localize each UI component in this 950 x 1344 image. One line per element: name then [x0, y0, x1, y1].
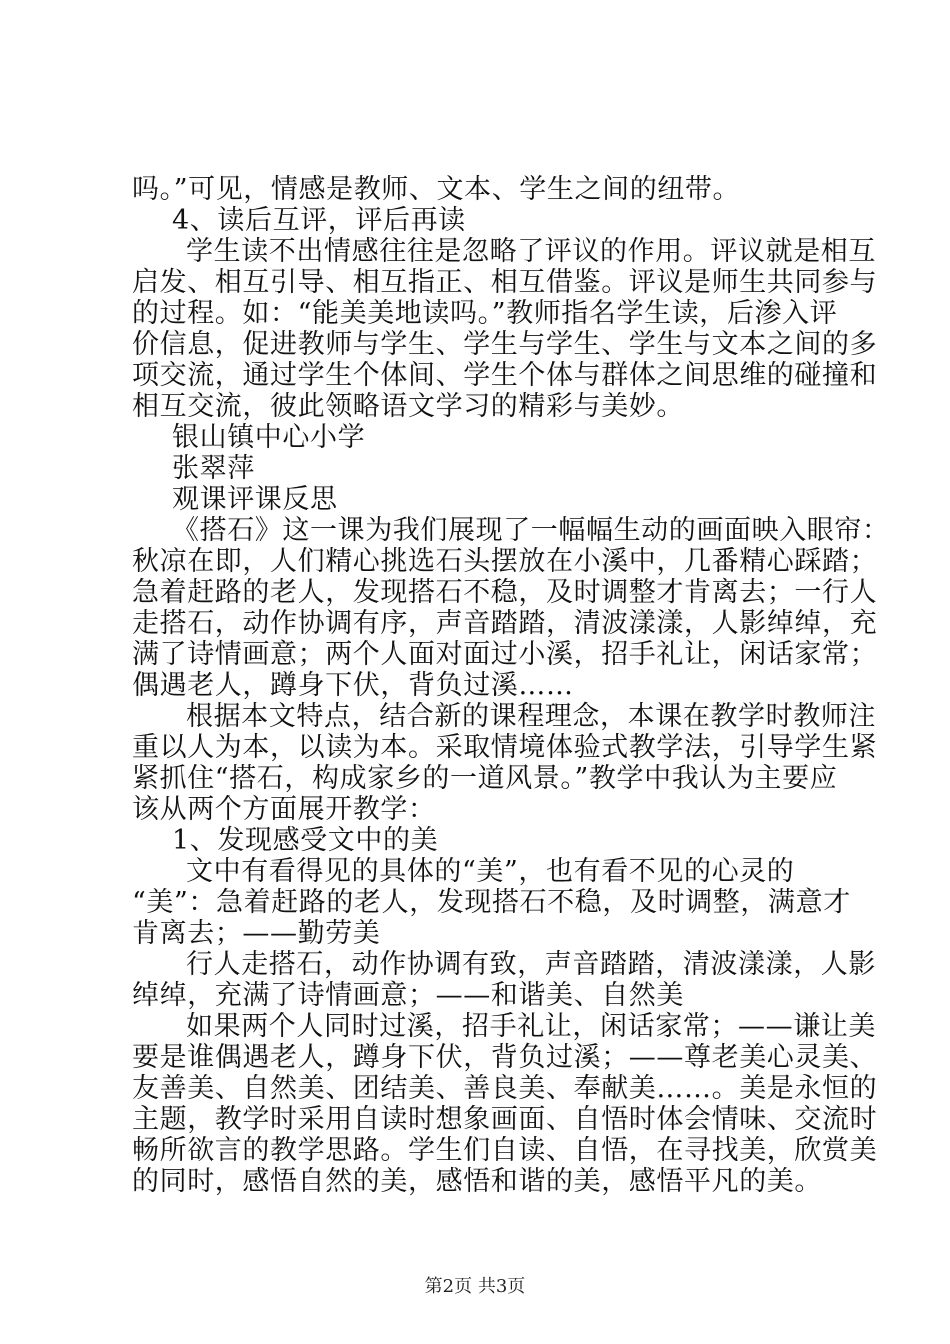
paragraph-start: 学生读不出情感往往是忽略了评议的作用。评议就是相互 [186, 236, 876, 267]
text-line: 吗。”可见，情感是教师、文本、学生之间的纽带。 [132, 174, 741, 205]
page-footer [0, 1272, 950, 1298]
text-line: 相互交流，彼此领略语文学习的精彩与美妙。 [132, 391, 684, 422]
text-line: 绰绰，充满了诗情画意；——和谐美、自然美 [132, 980, 684, 1011]
text-line: 该从两个方面展开教学： [132, 794, 436, 825]
text-line: 的同时，感悟自然的美，感悟和谐的美，感悟平凡的美。 [132, 1166, 822, 1197]
paragraph-start: 根据本文特点，结合新的课程理念，本课在教学时教师注 [186, 701, 876, 732]
document-body [132, 174, 890, 1197]
text-line: 走搭石，动作协调有序，声音踏踏，清波漾漾，人影绰绰，充 [132, 608, 878, 639]
text-line: 满了诗情画意；两个人面对面过小溪，招手礼让，闲话家常； [132, 639, 878, 670]
text-line: 畅所欲言的教学思路。学生们自读、自悟，在寻找美，欣赏美 [132, 1135, 878, 1166]
text-line: 友善美、自然美、团结美、善良美、奉献美……。美是永恒的 [132, 1073, 878, 1104]
paragraph-start: 行人走搭石，动作协调有致，声音踏踏，清波漾漾，人影 [186, 949, 876, 980]
text-line: 的过程。如：“能美美地读吗。”教师指名学生读，后渗入评 [132, 298, 838, 329]
section-heading: 1、发现感受文中的美 [172, 825, 439, 856]
article-title: 观课评课反思 [172, 484, 338, 515]
section-heading: 4、读后互评，评后再读 [172, 205, 466, 236]
text-line: 启发、相互引导、相互指正、相互借鉴。评议是师生共同参与 [132, 267, 878, 298]
text-line: 价信息，促进教师与学生、学生与学生、学生与文本之间的多 [132, 329, 878, 360]
paragraph-start: 《搭石》这一课为我们展现了一幅幅生动的画面映入眼帘： [172, 515, 890, 546]
school-name: 银山镇中心小学 [172, 422, 366, 453]
text-line: 项交流，通过学生个体间、学生个体与群体之间思维的碰撞和 [132, 360, 878, 391]
text-line: 偶遇老人，蹲身下伏，背负过溪…… [132, 670, 574, 701]
paragraph-start: 如果两个人同时过溪，招手礼让，闲话家常；——谦让美 [186, 1011, 876, 1042]
text-line: 紧抓住“搭石，构成家乡的一道风景。”教学中我认为主要应 [132, 763, 838, 794]
paragraph-start: 文中有看得见的具体的“美”，也有看不见的心灵的 [186, 856, 795, 887]
text-line: 要是谁偶遇老人，蹲身下伏，背负过溪；——尊老美心灵美、 [132, 1042, 878, 1073]
text-line: 秋凉在即，人们精心挑选石头摆放在小溪中，几番精心踩踏； [132, 546, 878, 577]
text-line: 主题，教学时采用自读时想象画面、自悟时体会情味、交流时 [132, 1104, 878, 1135]
author-name: 张翠萍 [172, 453, 255, 484]
text-line: 肯离去；——勤劳美 [132, 918, 381, 949]
text-line: “美”：急着赶路的老人，发现搭石不稳，及时调整，满意才 [132, 887, 851, 918]
text-line: 重以人为本，以读为本。采取情境体验式教学法，引导学生紧 [132, 732, 878, 763]
page-number: 第2页 共3页 [424, 1276, 526, 1297]
text-line: 急着赶路的老人，发现搭石不稳，及时调整才肯离去；一行人 [132, 577, 878, 608]
